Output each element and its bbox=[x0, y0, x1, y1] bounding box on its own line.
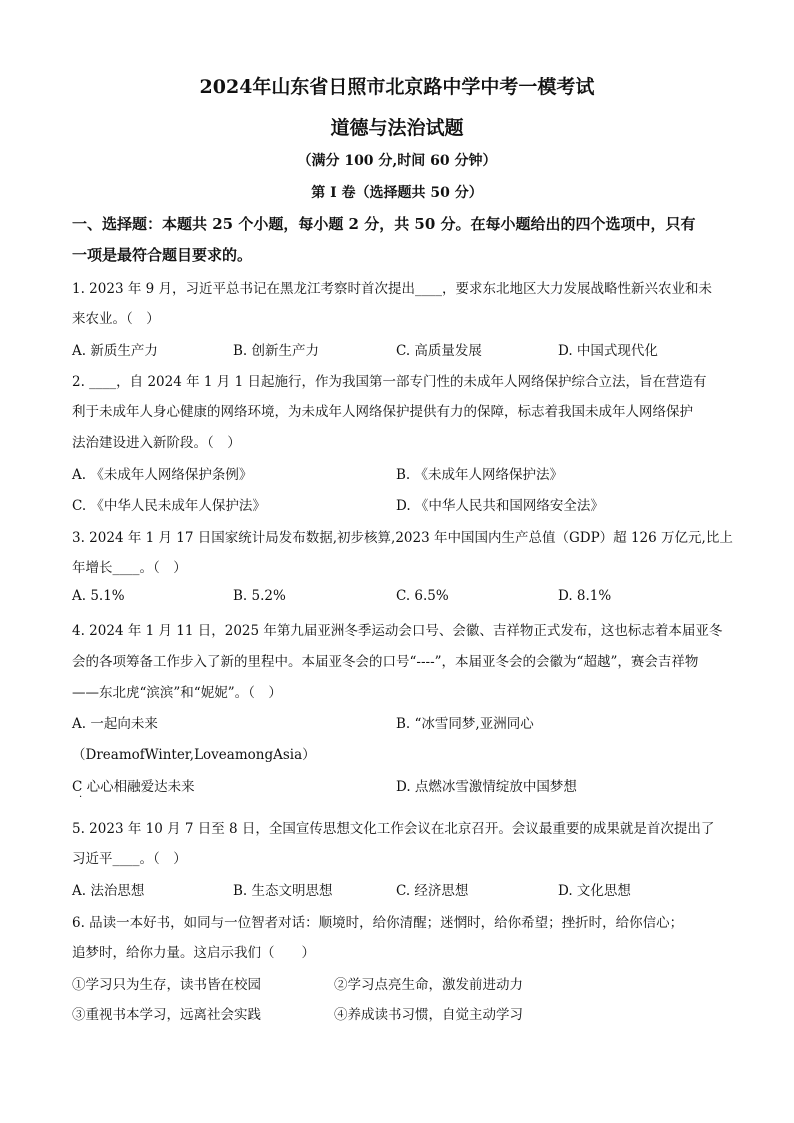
question-6-statement-2: ②学习点亮生命，激发前进动力 bbox=[334, 977, 523, 993]
question-5-option-d: D. 文化思想 bbox=[558, 883, 631, 899]
question-1-option-c: C. 高质量发展 bbox=[396, 343, 482, 359]
question-3-option-a: A. 5.1% bbox=[72, 588, 125, 604]
exam-title: 2024年山东省日照市北京路中学中考一模考试 bbox=[199, 76, 595, 98]
question-3-option-b: B. 5.2% bbox=[233, 588, 286, 604]
question-1-option-d: D. 中国式现代化 bbox=[558, 343, 658, 359]
question-5-option-c: C. 经济思想 bbox=[396, 883, 469, 899]
question-6-statement-4: ④养成读书习惯，自觉主动学习 bbox=[334, 1007, 523, 1023]
question-3-line1: 3. 2024 年 1 月 17 日国家统计局发布数据,初步核算,2023 年中国国内生产总值（GDP）超 126 万亿元,比上 bbox=[72, 530, 733, 546]
question-4-option-b: B. “冰雪同梦,亚洲同心 bbox=[396, 716, 534, 732]
question-2-line1: 2. ____，自 2024 年 1 月 1 日起施行，作为我国第一部专门性的未成年人网络保护综合立法，旨在营造有 bbox=[72, 374, 707, 390]
question-2-option-c: C. 《中华人民未成年人保护法》 bbox=[72, 498, 266, 514]
question-2-line3: 法治建设进入新阶段。（ ） bbox=[72, 435, 241, 451]
question-3-option-d: D. 8.1% bbox=[558, 588, 612, 604]
question-1-line1: 1. 2023 年 9 月，习近平总书记在黑龙江考察时首次提出____，要求东北地区大力发展战略性新兴农业和未 bbox=[72, 281, 712, 297]
question-3-line2: 年增长____。（ ） bbox=[72, 560, 187, 576]
question-4-line3: ——东北虎“滨滨”和“妮妮”。（ ） bbox=[72, 685, 282, 701]
question-4-line1: 4. 2024 年 1 月 11 日，2025 年第九届亚洲冬季运动会口号、会徽、吉祥物正式发布，这也标志着本届亚冬 bbox=[72, 623, 723, 639]
question-5-option-b: B. 生态文明思想 bbox=[233, 883, 333, 899]
question-4-option-d: D. 点燃冰雪激情绽放中国梦想 bbox=[396, 779, 577, 795]
question-5-option-a: A. 法治思想 bbox=[72, 883, 145, 899]
question-1-option-a: A. 新质生产力 bbox=[72, 343, 158, 359]
question-2-option-a: A. 《未成年人网络保护条例》 bbox=[72, 467, 253, 483]
question-2-option-b: B. 《未成年人网络保护法》 bbox=[396, 467, 564, 483]
question-5-line1: 5. 2023 年 10 月 7 日至 8 日，全国宣传思想文化工作会议在北京召开。会议最重要的成果就是首次提出了 bbox=[72, 821, 715, 837]
question-5-line2: 习近平____。（ ） bbox=[72, 851, 187, 867]
question-2-line2: 利于未成年人身心健康的网络环境，为未成年人网络保护提供有力的保障，标志着我国未成年人网络保护 bbox=[72, 404, 693, 420]
question-4-option-a: A. 一起向未来 bbox=[72, 716, 158, 732]
question-1-line2: 来农业。（ ） bbox=[72, 311, 160, 327]
question-6-line2: 追梦时，给你力量。这启示我们（ ） bbox=[72, 945, 315, 961]
question-6-statement-1: ①学习只为生存，读书皆在校园 bbox=[72, 977, 261, 993]
stray-dot-mark: · bbox=[79, 792, 83, 803]
section-instruction-line1: 一、选择题：本题共 25 个小题，每小题 2 分，共 50 分。在每小题给出的四个选项中，只有 bbox=[72, 215, 696, 233]
exam-info: （满分 100 分,时间 60 分钟） bbox=[297, 153, 497, 169]
question-4-option-b-continued: （DreamofWinter,LoveamongAsia） bbox=[72, 747, 316, 763]
question-6-line1: 6. 品读一本好书，如同与一位智者对话：顺境时，给你清醒；迷惘时，给你希望；挫折时，给你信心； bbox=[72, 915, 684, 931]
question-6-statement-3: ③重视书本学习，远离社会实践 bbox=[72, 1007, 261, 1023]
question-1-option-b: B. 创新生产力 bbox=[233, 343, 320, 359]
question-3-option-c: C. 6.5% bbox=[396, 588, 449, 604]
part-title: 第 I 卷（选择题共 50 分） bbox=[311, 185, 483, 201]
question-2-option-d: D. 《中华人民共和国网络安全法》 bbox=[396, 498, 604, 514]
section-instruction-line2: 一项是最符合题目要求的。 bbox=[72, 246, 253, 264]
question-4-option-c: C 心心相融爱达未来 bbox=[72, 779, 195, 795]
question-4-line2: 会的各项筹备工作步入了新的里程中。本届亚冬会的口号“----”，本届亚冬会的会徽为“超越”，赛会吉祥物 bbox=[72, 654, 699, 670]
subject-title: 道德与法治试题 bbox=[330, 117, 464, 139]
